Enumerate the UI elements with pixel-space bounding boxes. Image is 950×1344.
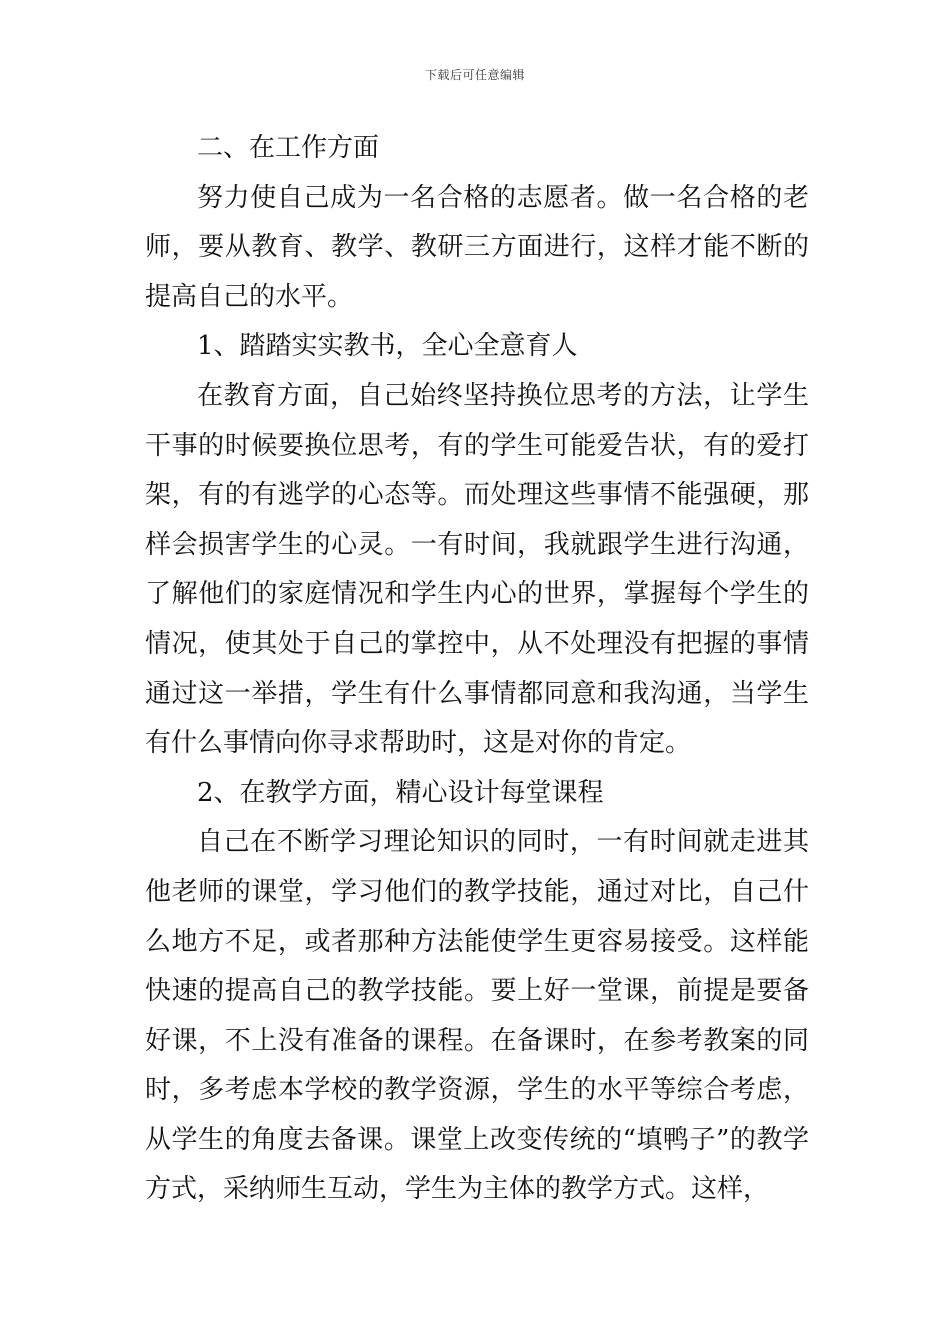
paragraph-education: 在教育方面，自己始终坚持换位思考的方法，让学生干事的时候要换位思考，有的学生可能爱告状，有的爱打架，有的有逃学的心态等。而处理这些事情不能强硬，那样会损害学生的心灵。一有时间，我就跟学生进行沟通，了解他们的家庭情况和学生内心的世界，掌握每个学生的情况，使其处于自己的掌控中，从不处理没有把握的事情通过这一举措，学生有什么事情都同意和我沟通，当学生有什么事情向你寻求帮助时，这是对你的肯定。 [145, 380, 809, 759]
document-body [145, 124, 809, 1215]
subheading-lesson-design: 2、在教学方面，精心设计每堂课程 [197, 777, 604, 808]
section-heading: 二、在工作方面 [197, 133, 380, 163]
page-header: 下载后可任意编辑 [424, 68, 525, 82]
subheading-teaching-education: 1、踏踏实实教书，全心全意育人 [197, 331, 578, 362]
paragraph-teaching: 自己在不断学习理论知识的同时，一有时间就走进其他老师的课堂，学习他们的教学技能，通过对比，自己什么地方不足，或者那种方法能使学生更容易接受。这样能快速的提高自己的教学技能。要上好一堂课，前提是要备好课，不上没有准备的课程。在备课时，在参考教案的同时，多考虑本学校的教学资源，学生的水平等综合考虑，从学生的角度去备课。课堂上改变传统的“填鸭子”的教学方式，采纳师生互动，学生为主体的教学方式。这样， [145, 827, 809, 1205]
paragraph-intro: 努力使自己成为一名合格的志愿者。做一名合格的老师，要从教育、教学、教研三方面进行，这样才能不断的提高自己的水平。 [145, 182, 809, 312]
